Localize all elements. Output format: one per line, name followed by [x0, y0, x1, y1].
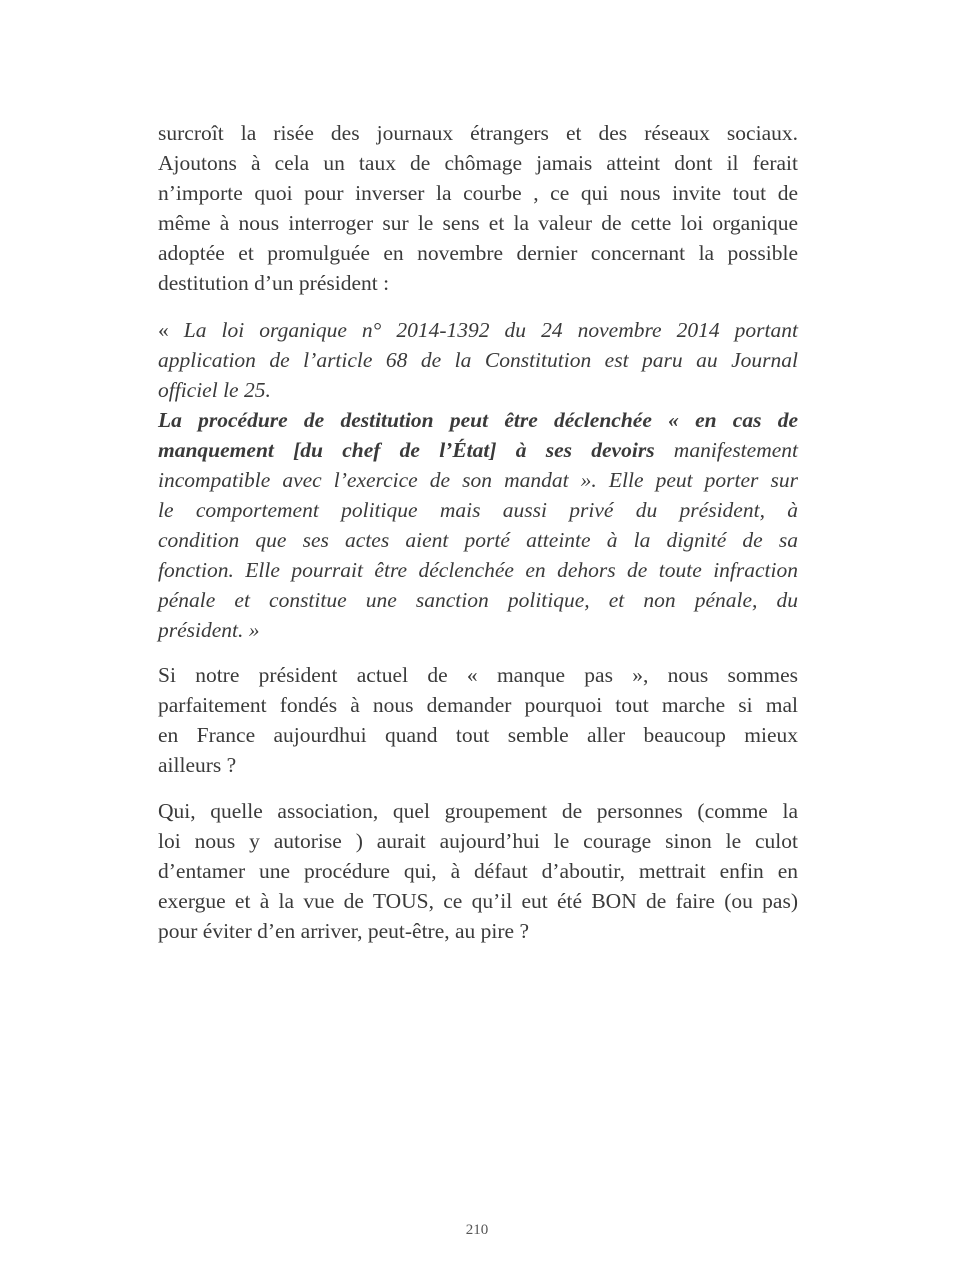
- quote-text: La loi organique n° 2014-1392 du 24 novembre 2014 portant: [183, 318, 798, 342]
- text-line: président. »: [158, 618, 260, 642]
- law-quotation: [158, 315, 798, 645]
- text-line: exergue et à la vue de TOUS, ce qu’il eut été BON de faire (ou pas): [158, 889, 798, 913]
- paragraph-closing: [158, 796, 798, 946]
- text-line: condition que ses actes aient porté atteinte à la dignité de sa: [158, 528, 798, 552]
- text-line: loi nous y autorise ) aurait aujourd’hui le courage sinon le culot: [158, 829, 798, 853]
- text-line: Qui, quelle association, quel groupement de personnes (comme la: [158, 799, 798, 823]
- text-line: surcroît la risée des journaux étrangers et des réseaux sociaux.: [158, 121, 798, 145]
- text-line: n’importe quoi pour inverser la courbe , ce qui nous invite tout de: [158, 181, 798, 205]
- text-line: le comportement politique mais aussi privé du président, à: [158, 498, 798, 522]
- text-line: pénale et constitue une sanction politique, et non pénale, du: [158, 588, 798, 612]
- text-line: [158, 435, 798, 465]
- text-line: destitution d’un président :: [158, 271, 390, 295]
- opening-guillemet: «: [158, 318, 184, 342]
- text-line: en France aujourdhui quand tout semble aller beaucoup mieux: [158, 723, 798, 747]
- text-line-bold: [158, 405, 798, 435]
- text-line: [158, 315, 798, 345]
- text-line: officiel le 25.: [158, 378, 271, 402]
- text-line: pour éviter d’en arriver, peut-être, au pire ?: [158, 919, 530, 943]
- text-line: même à nous interroger sur le sens et la valeur de cette loi organique: [158, 211, 798, 235]
- text-line: adoptée et promulguée en novembre dernier concernant la possible: [158, 241, 798, 265]
- bold-emphasis: La procédure de destitution peut être déclenchée « en cas de: [158, 408, 798, 432]
- text-line: application de l’article 68 de la Constitution est paru au Journal: [158, 348, 798, 372]
- paragraph-intro: [158, 118, 798, 298]
- page-body: [158, 118, 798, 946]
- text-line: Si notre président actuel de « manque pas », nous sommes: [158, 663, 798, 687]
- text-line: parfaitement fondés à nous demander pourquoi tout marche si mal: [158, 693, 798, 717]
- page-number: 210: [465, 1222, 489, 1238]
- text-line: ailleurs ?: [158, 753, 237, 777]
- text-line: d’entamer une procédure qui, à défaut d’aboutir, mettrait enfin en: [158, 859, 798, 883]
- text-line: fonction. Elle pourrait être déclenchée en dehors de toute infraction: [158, 558, 798, 582]
- bold-emphasis: manquement [du chef de l’État] à ses devoirs: [158, 438, 655, 462]
- text-line: incompatible avec l’exercice de son mandat ». Elle peut porter sur: [158, 468, 798, 492]
- text-line: Ajoutons à cela un taux de chômage jamais atteint dont il ferait: [158, 151, 798, 175]
- quote-text: manifestement: [654, 438, 798, 462]
- paragraph-question: [158, 660, 798, 780]
